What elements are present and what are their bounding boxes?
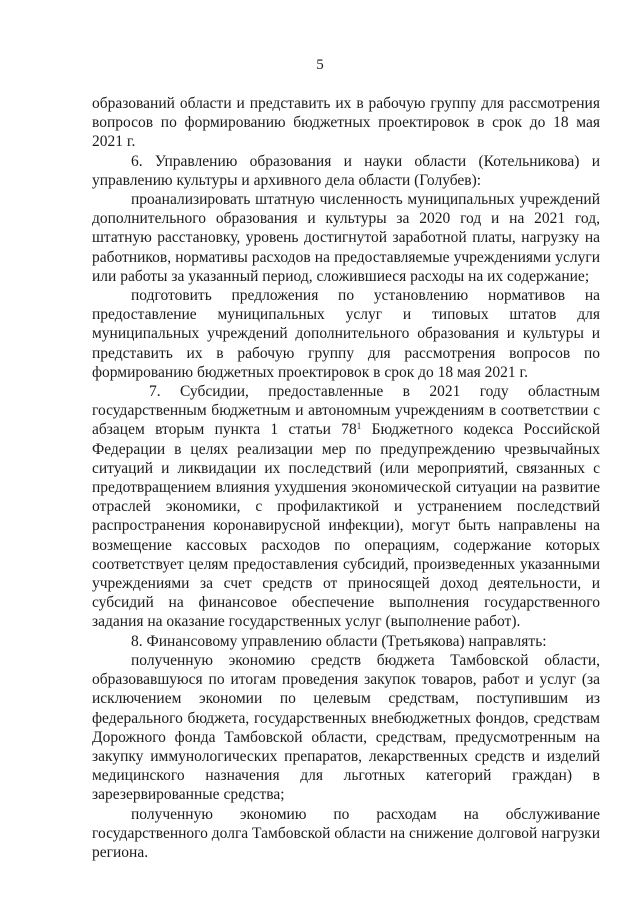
item-7-text-start: 7. Субсидии, предоставленные в 2021 году областным государственным бюджетным и автономным учреждениям в соответствии с абзацем вторым пункта 1 статьи 78 [92,383,600,439]
item-7-text-end: Бюджетного кодекса Российской Федерации в целях реализации мер по предупреждению чрезвычайных ситуаций и ликвидации их последствий (или мероприятий, связанных с предотвращением влияния ухудшения экономической ситуации на развитие отраслей экономики, с профилактикой и устранением последствий распространения коронавирусной инфекции), могут быть направлены на возмещение кассовых расходов по операциям, содержание которых соответствует целям предоставления субсидий, произведенных указанными учреждениями за счет средств от приносящей доход деятельности, и субсидий на финансовое обеспечение выполнения государственного задания на оказание государственных услуг (выполнение работ). [92,421,600,631]
paragraph-item-7 [92,382,600,632]
paragraph-prepare: подготовить предложения по установлению нормативов на предоставление муниципальных услуг и типовых штатов для муниципальных учреждений дополнительного образования и культуры и представить их в рабочую группу для рассмотрения вопросов по формированию бюджетных проектировок в срок до 18 мая 2021 г. [92,287,600,381]
paragraph-continuation: образований области и представить их в рабочую группу для рассмотрения вопросов по формированию бюджетных проектировок в срок до 18 мая 2021 г. [92,95,600,151]
paragraph-item-6: 6. Управлению образования и науки области (Котельникова) и управлению культуры и архивного дела области (Голубев): [92,152,600,189]
paragraph-debt-savings: полученную экономию по расходам на обслуживание государственного долга Тамбовской области на снижение долговой нагрузки региона. [92,805,600,861]
paragraph-savings: полученную экономию средств бюджета Тамбовской области, образовавшуюся по итогам проведения закупок товаров, работ и услуг (за исключением экономии по целевым средствам, поступившим из федерального бюджета, государственных внебюджетных фондов, средствам Дорожного фонда Тамбовской области, средствам, предусмотренным на закупку иммунологических препаратов, лекарственных средств и изделий медицинского назначения для льготных категорий граждан) в зарезервированные средства; [92,651,600,804]
paragraph-item-8: 8. Финансовому управлению области (Третьякова) направлять: [131,632,547,650]
document-body [92,94,600,862]
page-number: 5 [316,57,324,73]
article-superscript: 1 [356,421,362,432]
paragraph-analyze: проанализировать штатную численность муниципальных учреждений дополнительного образования и культуры за 2020 год и на 2021 год, штатную расстановку, уровень достигнутой заработной платы, нагрузку на работников, нормативы расходов на предоставляемые учреждениями услуги или работы за указанный период, сложившиеся расходы на их содержание; [92,191,600,285]
